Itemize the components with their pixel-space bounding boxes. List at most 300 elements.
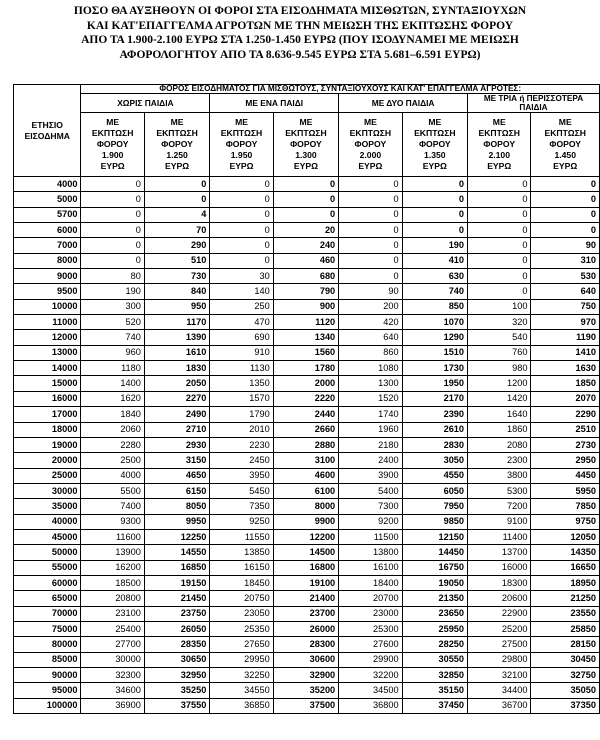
tax-new-cell: 0: [144, 177, 209, 192]
income-cell: 35000: [14, 499, 81, 514]
tax-old-cell: 1840: [81, 407, 144, 422]
tax-new-cell: 23700: [273, 606, 338, 621]
tax-new-cell: 2220: [273, 391, 338, 406]
income-cell: 8000: [14, 253, 81, 268]
tax-new-cell: 1830: [144, 361, 209, 376]
tax-new-cell: 0: [402, 192, 467, 207]
table-body: [14, 177, 600, 714]
tax-new-cell: 790: [273, 284, 338, 299]
deduction-header-line: 2.100: [488, 150, 510, 160]
tax-old-cell: 16150: [210, 560, 273, 575]
tax-old-cell: 640: [339, 330, 402, 345]
tax-new-cell: 4: [144, 207, 209, 222]
tax-old-cell: 29800: [468, 652, 531, 667]
tax-old-cell: 1420: [468, 391, 531, 406]
income-cell: 16000: [14, 391, 81, 406]
tax-old-cell: 190: [81, 284, 144, 299]
tax-new-cell: 35200: [273, 683, 338, 698]
tax-new-cell: 21450: [144, 591, 209, 606]
income-cell: 15000: [14, 376, 81, 391]
tax-old-cell: 11600: [81, 529, 144, 544]
deduction-header-line: ΦΟΡΟΥ: [483, 139, 516, 149]
income-cell: 17000: [14, 407, 81, 422]
table-row: [14, 683, 600, 698]
deduction-header-line: ΦΟΡΟΥ: [549, 139, 582, 149]
income-cell: 60000: [14, 575, 81, 590]
tax-new-cell: 4550: [402, 468, 467, 483]
table-row: [14, 192, 600, 207]
tax-old-cell: 1790: [210, 407, 273, 422]
tax-old-cell: 5500: [81, 483, 144, 498]
tax-old-cell: 140: [210, 284, 273, 299]
tax-old-cell: 5450: [210, 483, 273, 498]
tax-new-cell: 0: [402, 223, 467, 238]
tax-new-cell: 1070: [402, 315, 467, 330]
table-row: [14, 330, 600, 345]
tax-old-cell: 540: [468, 330, 531, 345]
tax-old-cell: 18500: [81, 575, 144, 590]
tax-old-cell: 0: [339, 269, 402, 284]
table-header: [14, 85, 600, 177]
tax-new-cell: 14500: [273, 545, 338, 560]
tax-old-cell: 1350: [210, 376, 273, 391]
tax-new-cell: 1120: [273, 315, 338, 330]
deduction-header-line: ΦΟΡΟΥ: [225, 139, 258, 149]
tax-old-cell: 23000: [339, 606, 402, 621]
income-cell: 20000: [14, 453, 81, 468]
tax-old-cell: 1200: [468, 376, 531, 391]
deduction-header-line: 1.900: [101, 150, 124, 160]
deduction-header-line: 2.000: [359, 150, 382, 160]
tax-new-cell: 37350: [531, 698, 600, 713]
tax-old-cell: 0: [468, 223, 531, 238]
tax-old-cell: 20600: [468, 591, 531, 606]
deduction-header-line: ΕΥΡΩ: [487, 161, 512, 171]
deduction-header-line: 1.250: [166, 150, 188, 160]
deduction-header-line: ΜΕ: [492, 117, 506, 127]
tax-old-cell: 420: [339, 315, 402, 330]
tax-new-cell: 12150: [402, 529, 467, 544]
deduction-header-line: ΕΥΡΩ: [422, 161, 447, 171]
tax-old-cell: 0: [339, 207, 402, 222]
tax-old-cell: 0: [210, 223, 273, 238]
tax-old-cell: 0: [339, 238, 402, 253]
tax-new-cell: 30550: [402, 652, 467, 667]
tax-new-cell: 4650: [144, 468, 209, 483]
tax-old-cell: 29950: [210, 652, 273, 667]
tax-old-cell: 7200: [468, 499, 531, 514]
deduction-header-line: ΜΕ: [558, 117, 572, 127]
deduction-column-header: [468, 113, 531, 177]
group-header-one-child: ΜΕ ΕΝΑ ΠΑΙΔΙ: [210, 94, 339, 113]
deduction-header-line: ΕΚΠΤΩΣΗ: [478, 128, 520, 138]
tax-old-cell: 34500: [339, 683, 402, 698]
tax-old-cell: 90: [339, 284, 402, 299]
table-row: [14, 529, 600, 544]
group-header-no-children: ΧΩΡΙΣ ΠΑΙΔΙΑ: [81, 94, 210, 113]
table-row: [14, 253, 600, 268]
table-row: [14, 238, 600, 253]
tax-new-cell: 3050: [402, 453, 467, 468]
tax-new-cell: 410: [402, 253, 467, 268]
income-cell: 13000: [14, 345, 81, 360]
deduction-header-line: ΕΚΠΤΩΣΗ: [91, 128, 134, 138]
tax-old-cell: 20800: [81, 591, 144, 606]
tax-old-cell: 32250: [210, 668, 273, 683]
tax-old-cell: 25300: [339, 621, 402, 636]
tax-new-cell: 6050: [402, 483, 467, 498]
deduction-header-line: ΕΥΡΩ: [165, 161, 190, 171]
income-cell: 5700: [14, 207, 81, 222]
deduction-header-line: ΕΥΡΩ: [229, 161, 254, 171]
tax-old-cell: 0: [81, 177, 144, 192]
tax-new-cell: 2830: [402, 437, 467, 452]
tax-new-cell: 19150: [144, 575, 209, 590]
table-row: [14, 407, 600, 422]
table-row: [14, 177, 600, 192]
tax-new-cell: 23650: [402, 606, 467, 621]
tax-new-cell: 30450: [531, 652, 600, 667]
tax-new-cell: 2170: [402, 391, 467, 406]
tax-new-cell: 16850: [144, 560, 209, 575]
tax-old-cell: 32100: [468, 668, 531, 683]
tax-old-cell: 0: [339, 192, 402, 207]
tax-new-cell: 28300: [273, 637, 338, 652]
table-row: [14, 575, 600, 590]
deduction-header-line: 1.450: [554, 150, 576, 160]
tax-new-cell: 21350: [402, 591, 467, 606]
tax-old-cell: 200: [339, 299, 402, 314]
deduction-header-line: ΕΥΡΩ: [293, 161, 318, 171]
deduction-column-header: [531, 113, 600, 177]
tax-new-cell: 8000: [273, 499, 338, 514]
title-line: ΑΦΟΡΟΛΟΓΗΤΟΥ ΑΠΟ ΤΑ 8.636-9.545 ΕΥΡΩ ΣΤΑ 5.681–6.591 ΕΥΡΩ): [119, 48, 481, 61]
group-header-three-plus-children: ΜΕ ΤΡΙΑ ή ΠΕΡΙΣΣΟΤΕΡΑ ΠΑΙΔΙΑ: [468, 94, 600, 113]
tax-old-cell: 36850: [210, 698, 273, 713]
deduction-header-line: ΦΟΡΟΥ: [418, 139, 451, 149]
tax-old-cell: 2060: [81, 422, 144, 437]
tax-old-cell: 0: [468, 253, 531, 268]
tax-old-cell: 2180: [339, 437, 402, 452]
tax-old-cell: 7350: [210, 499, 273, 514]
tax-new-cell: 740: [402, 284, 467, 299]
tax-new-cell: 8050: [144, 499, 209, 514]
tax-new-cell: 16650: [531, 560, 600, 575]
deduction-header-line: 1.350: [424, 150, 446, 160]
tax-old-cell: 760: [468, 345, 531, 360]
tax-old-cell: 2230: [210, 437, 273, 452]
tax-old-cell: 1520: [339, 391, 402, 406]
tax-old-cell: 0: [210, 207, 273, 222]
tax-new-cell: 2290: [531, 407, 600, 422]
tax-old-cell: 470: [210, 315, 273, 330]
tax-old-cell: 0: [339, 223, 402, 238]
deduction-column-header: [81, 113, 144, 177]
tax-old-cell: 9300: [81, 514, 144, 529]
tax-old-cell: 16200: [81, 560, 144, 575]
tax-new-cell: 2510: [531, 422, 600, 437]
table-row: [14, 560, 600, 575]
tax-new-cell: 2730: [531, 437, 600, 452]
tax-new-cell: 1290: [402, 330, 467, 345]
tax-old-cell: 4000: [81, 468, 144, 483]
tax-old-cell: 36700: [468, 698, 531, 713]
tax-old-cell: 34400: [468, 683, 531, 698]
tax-old-cell: 20750: [210, 591, 273, 606]
tax-old-cell: 2400: [339, 453, 402, 468]
deduction-header-line: ΕΚΠΤΩΣΗ: [349, 128, 392, 138]
table-row: [14, 299, 600, 314]
table-row: [14, 437, 600, 452]
tax-old-cell: 34600: [81, 683, 144, 698]
tax-new-cell: 310: [531, 253, 600, 268]
tax-old-cell: 0: [81, 253, 144, 268]
tax-old-cell: 690: [210, 330, 273, 345]
tax-new-cell: 2000: [273, 376, 338, 391]
tax-old-cell: 13850: [210, 545, 273, 560]
title-line: ΚΑΙ ΚΑΤ'ΕΠΑΓΓΕΛΜΑ ΑΓΡΟΤΩΝ ΜΕ ΤΗΝ ΜΕΙΩΣΗ ΤΗΣ ΕΚΠΤΩΣΗΣ ΦΟΡΟΥ: [86, 19, 514, 32]
tax-old-cell: 7300: [339, 499, 402, 514]
deduction-header-line: ΕΚΠΤΩΣΗ: [156, 128, 198, 138]
tax-old-cell: 0: [210, 192, 273, 207]
tax-old-cell: 520: [81, 315, 144, 330]
tax-new-cell: 18950: [531, 575, 600, 590]
tax-table: [13, 84, 600, 714]
tax-old-cell: 7400: [81, 499, 144, 514]
deduction-column-header: [210, 113, 273, 177]
tax-old-cell: 300: [81, 299, 144, 314]
tax-new-cell: 9750: [531, 514, 600, 529]
table-row: [14, 361, 600, 376]
income-cell: 7000: [14, 238, 81, 253]
tax-old-cell: 30000: [81, 652, 144, 667]
tax-old-cell: 0: [210, 238, 273, 253]
table-row: [14, 514, 600, 529]
tax-new-cell: 460: [273, 253, 338, 268]
tax-old-cell: 13900: [81, 545, 144, 560]
tax-old-cell: 0: [339, 177, 402, 192]
deduction-header-line: ΦΟΡΟΥ: [96, 139, 129, 149]
income-cell: 45000: [14, 529, 81, 544]
income-cell: 85000: [14, 652, 81, 667]
tax-new-cell: 530: [531, 269, 600, 284]
table-row: [14, 499, 600, 514]
income-cell: 55000: [14, 560, 81, 575]
tax-old-cell: 25350: [210, 621, 273, 636]
tax-new-cell: 35150: [402, 683, 467, 698]
tax-new-cell: 2440: [273, 407, 338, 422]
tax-new-cell: 16750: [402, 560, 467, 575]
tax-old-cell: 13800: [339, 545, 402, 560]
tax-new-cell: 0: [402, 177, 467, 192]
tax-old-cell: 3900: [339, 468, 402, 483]
tax-new-cell: 0: [273, 192, 338, 207]
deduction-header-line: ΕΚΠΤΩΣΗ: [414, 128, 456, 138]
tax-old-cell: 1130: [210, 361, 273, 376]
table-row: [14, 545, 600, 560]
tax-new-cell: 30650: [144, 652, 209, 667]
deduction-header-line: ΦΟΡΟΥ: [290, 139, 322, 149]
tax-new-cell: 9850: [402, 514, 467, 529]
tax-new-cell: 1510: [402, 345, 467, 360]
table-row: [14, 637, 600, 652]
tax-new-cell: 90: [531, 238, 600, 253]
deduction-header-line: ΕΥΡΩ: [100, 161, 125, 171]
tax-new-cell: 19050: [402, 575, 467, 590]
tax-old-cell: 2500: [81, 453, 144, 468]
deduction-header-line: ΜΕ: [299, 117, 313, 127]
income-cell: 75000: [14, 621, 81, 636]
tax-new-cell: 37500: [273, 698, 338, 713]
tax-new-cell: 5950: [531, 483, 600, 498]
tax-old-cell: 11550: [210, 529, 273, 544]
deduction-header-line: 1.950: [230, 150, 253, 160]
tax-new-cell: 12050: [531, 529, 600, 544]
tax-new-cell: 1560: [273, 345, 338, 360]
tax-old-cell: 27500: [468, 637, 531, 652]
tax-new-cell: 12250: [144, 529, 209, 544]
tax-old-cell: 16100: [339, 560, 402, 575]
tax-new-cell: 850: [402, 299, 467, 314]
tax-new-cell: 0: [531, 192, 600, 207]
deduction-header-line: ΜΕ: [106, 117, 120, 127]
tax-new-cell: 0: [273, 207, 338, 222]
tax-old-cell: 3800: [468, 468, 531, 483]
deduction-column-header: [339, 113, 402, 177]
tax-old-cell: 250: [210, 299, 273, 314]
tax-new-cell: 2490: [144, 407, 209, 422]
deduction-header-line: ΕΥΡΩ: [553, 161, 578, 171]
deduction-column-header: [273, 113, 338, 177]
tax-old-cell: 27700: [81, 637, 144, 652]
tax-old-cell: 0: [468, 207, 531, 222]
tax-new-cell: 32750: [531, 668, 600, 683]
tax-old-cell: 23050: [210, 606, 273, 621]
tax-old-cell: 1640: [468, 407, 531, 422]
deduction-header-line: ΜΕ: [235, 117, 248, 127]
tax-new-cell: 9950: [144, 514, 209, 529]
tax-new-cell: 630: [402, 269, 467, 284]
tax-old-cell: 1300: [339, 376, 402, 391]
tax-old-cell: 36900: [81, 698, 144, 713]
tax-new-cell: 1950: [402, 376, 467, 391]
table-row: [14, 207, 600, 222]
table-row: [14, 606, 600, 621]
tax-old-cell: 2450: [210, 453, 273, 468]
tax-new-cell: 290: [144, 238, 209, 253]
table-row: [14, 453, 600, 468]
income-cell: 14000: [14, 361, 81, 376]
tax-new-cell: 0: [531, 207, 600, 222]
tax-old-cell: 18300: [468, 575, 531, 590]
income-cell: 65000: [14, 591, 81, 606]
table-row: [14, 621, 600, 636]
tax-old-cell: 0: [468, 177, 531, 192]
tax-new-cell: 9900: [273, 514, 338, 529]
tax-new-cell: 1780: [273, 361, 338, 376]
income-cell: 10000: [14, 299, 81, 314]
tax-new-cell: 0: [273, 177, 338, 192]
tax-old-cell: 1080: [339, 361, 402, 376]
income-column-header: [14, 85, 81, 177]
tax-new-cell: 30600: [273, 652, 338, 667]
tax-new-cell: 190: [402, 238, 467, 253]
tax-new-cell: 7950: [402, 499, 467, 514]
table-row: [14, 698, 600, 713]
tax-new-cell: 2710: [144, 422, 209, 437]
tax-new-cell: 1730: [402, 361, 467, 376]
tax-old-cell: 1400: [81, 376, 144, 391]
tax-new-cell: 1610: [144, 345, 209, 360]
tax-new-cell: 12200: [273, 529, 338, 544]
table-row: [14, 668, 600, 683]
tax-new-cell: 25850: [531, 621, 600, 636]
income-cell: 18000: [14, 422, 81, 437]
tax-new-cell: 32850: [402, 668, 467, 683]
tax-new-cell: 35250: [144, 683, 209, 698]
deduction-header-line: ΜΕ: [170, 117, 184, 127]
tax-new-cell: 2950: [531, 453, 600, 468]
table-row: [14, 391, 600, 406]
tax-old-cell: 16000: [468, 560, 531, 575]
tax-old-cell: 0: [210, 253, 273, 268]
tax-old-cell: 5300: [468, 483, 531, 498]
table-row: [14, 376, 600, 391]
table-row: [14, 468, 600, 483]
deduction-column-header: [144, 113, 209, 177]
tax-new-cell: 21250: [531, 591, 600, 606]
tax-new-cell: 4450: [531, 468, 600, 483]
table-row: [14, 315, 600, 330]
tax-old-cell: 27650: [210, 637, 273, 652]
table-row: [14, 483, 600, 498]
tax-new-cell: 19100: [273, 575, 338, 590]
title-line: ΑΠΟ ΤΑ 1.900-2.100 ΕΥΡΩ ΣΤΑ 1.250-1.450 ΕΥΡΩ (ΠΟΥ ΙΣΟΔΥΝΑΜΕΙ ΜΕ ΜΕΙΩΣΗ: [81, 34, 519, 46]
tax-new-cell: 28350: [144, 637, 209, 652]
tax-old-cell: 3950: [210, 468, 273, 483]
tax-new-cell: 3100: [273, 453, 338, 468]
tax-old-cell: 11500: [339, 529, 402, 544]
tax-new-cell: 37550: [144, 698, 209, 713]
tax-old-cell: 9100: [468, 514, 531, 529]
tax-old-cell: 25400: [81, 621, 144, 636]
tax-old-cell: 18400: [339, 575, 402, 590]
tax-new-cell: 2610: [402, 422, 467, 437]
tax-old-cell: 36800: [339, 698, 402, 713]
tax-old-cell: 0: [81, 207, 144, 222]
tax-old-cell: 0: [468, 192, 531, 207]
income-cell: 4000: [14, 177, 81, 192]
tax-old-cell: 30: [210, 269, 273, 284]
tax-old-cell: 5400: [339, 483, 402, 498]
tax-new-cell: 14550: [144, 545, 209, 560]
tax-old-cell: 13700: [468, 545, 531, 560]
group-header-two-children: ΜΕ ΔΥΟ ΠΑΙΔΙΑ: [339, 94, 468, 113]
tax-new-cell: 26050: [144, 621, 209, 636]
tax-new-cell: 2880: [273, 437, 338, 452]
income-cell: 19000: [14, 437, 81, 452]
deduction-header-line: ΕΚΠΤΩΣΗ: [285, 128, 327, 138]
income-cell: 9500: [14, 284, 81, 299]
tax-new-cell: 26000: [273, 621, 338, 636]
tax-old-cell: 0: [468, 238, 531, 253]
tax-old-cell: 80: [81, 269, 144, 284]
tax-new-cell: 750: [531, 299, 600, 314]
table-row: [14, 284, 600, 299]
tax-old-cell: 25200: [468, 621, 531, 636]
tax-old-cell: 1960: [339, 422, 402, 437]
tax-new-cell: 1190: [531, 330, 600, 345]
